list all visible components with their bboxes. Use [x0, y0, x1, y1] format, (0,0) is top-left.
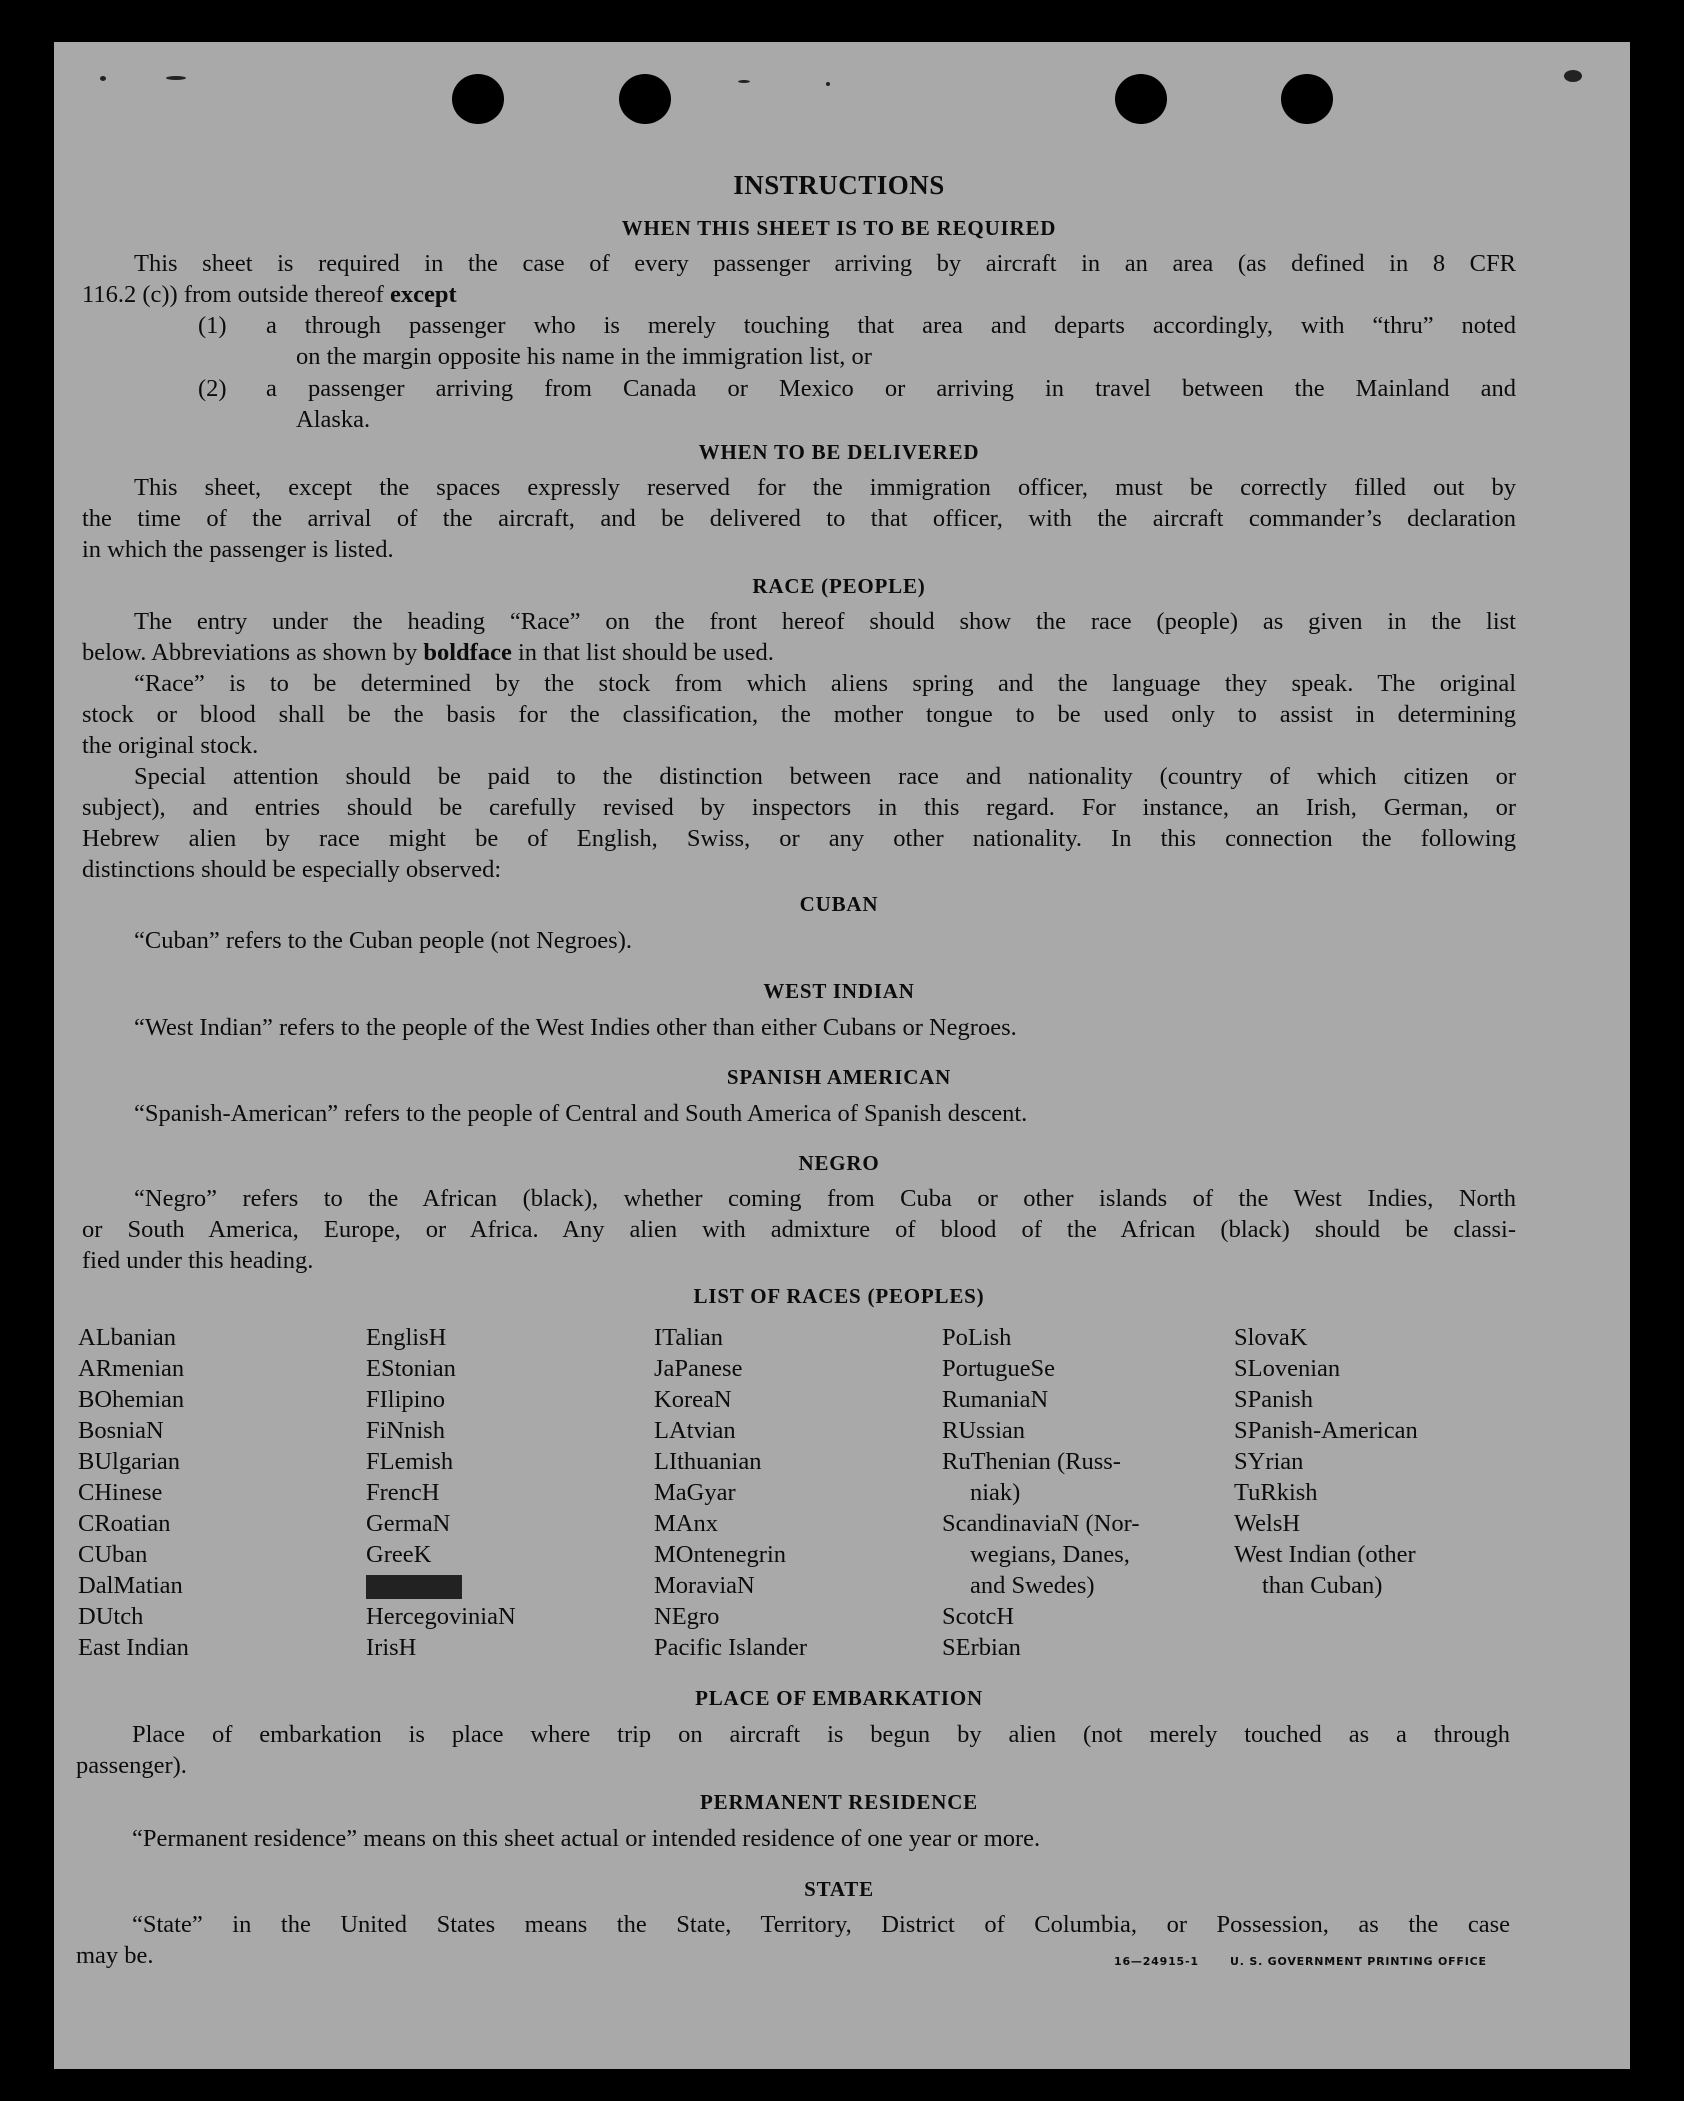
item-2-text	[266, 373, 1516, 435]
text-line: stock or blood shall be the basis for the classification, the mother tongue to be used only to assist in determining	[82, 701, 1516, 728]
race-entry: LAtvian	[654, 1417, 736, 1444]
race-entry: GermaN	[366, 1510, 451, 1537]
text-line: subject), and entries should be carefully revised by inspectors in this regard. For instance, an Irish, German, or	[82, 794, 1516, 821]
except-bold: except	[389, 281, 457, 308]
text-line: 116.2 (c)) from outside thereof	[82, 281, 384, 308]
heading-west-indian: WEST INDIAN	[763, 979, 915, 1003]
para-cuban	[134, 925, 1524, 956]
heading-list-of-races: LIST OF RACES (PEOPLES)	[693, 1284, 985, 1308]
race-entry: PortugueSe	[942, 1355, 1055, 1382]
race-entry: West Indian (other	[1234, 1541, 1416, 1568]
races-column-5	[1234, 1322, 1418, 1601]
race-entry: LIthuanian	[654, 1448, 762, 1475]
race-entry-redacted	[366, 1570, 516, 1601]
race-entry: SErbian	[942, 1634, 1021, 1661]
text-line: below. Abbreviations as shown by	[82, 639, 418, 666]
text-line: the original stock.	[82, 732, 259, 759]
heading-permanent-residence: PERMANENT RESIDENCE	[700, 1790, 978, 1814]
para-when-required	[82, 248, 1516, 310]
races-column-2	[366, 1322, 516, 1663]
para-race-2	[82, 668, 1516, 761]
form-number: 16—24915-1	[1114, 1955, 1199, 1968]
race-entry: JaPanese	[654, 1355, 743, 1382]
printer-credit: U. S. GOVERNMENT PRINTING OFFICE	[1230, 1955, 1487, 1968]
race-entry: MOntenegrin	[654, 1541, 786, 1568]
item-2-number: (2)	[198, 375, 227, 402]
heading-cuban: CUBAN	[799, 892, 879, 916]
race-entry: ALbanian	[78, 1324, 176, 1351]
text-line: distinctions should be especially observed:	[82, 856, 502, 883]
race-entry: MaGyar	[654, 1479, 736, 1506]
heading-embarkation: PLACE OF EMBARKATION	[695, 1686, 983, 1710]
text-line: may be.	[76, 1942, 154, 1969]
page-title: INSTRUCTIONS	[733, 170, 945, 200]
race-entry: ScotcH	[942, 1603, 1015, 1630]
text-line: fied under this heading.	[82, 1247, 314, 1274]
race-entry: PoLish	[942, 1324, 1012, 1351]
race-entry: BUlgarian	[78, 1448, 181, 1475]
para-west-indian	[134, 1012, 1524, 1043]
race-entry: niak)	[970, 1479, 1021, 1506]
para-race-3	[82, 761, 1516, 885]
text-line: The entry under the heading “Race” on the front hereof should show the race (people) as given in the list	[134, 608, 1516, 635]
race-entry: SlovaK	[1234, 1324, 1308, 1351]
heading-spanish-american: SPANISH AMERICAN	[726, 1065, 952, 1089]
race-entry: than Cuban)	[1262, 1572, 1383, 1599]
text-line: This sheet, except the spaces expressly reserved for the immigration officer, must be correctly filled out by	[134, 474, 1516, 501]
race-entry: MAnx	[654, 1510, 718, 1537]
text-line: on the margin opposite his name in the immigration list, or	[296, 343, 872, 370]
text-line: “Permanent residence” means on this sheet actual or intended residence of one year or more.	[132, 1825, 1041, 1852]
races-column-3	[654, 1322, 807, 1663]
race-entry: SYrian	[1234, 1448, 1304, 1475]
race-entry: MoraviaN	[654, 1572, 755, 1599]
item-1-number: (1)	[198, 312, 227, 339]
race-entry: GreeK	[366, 1541, 432, 1568]
heading-when-delivered: WHEN TO BE DELIVERED	[698, 440, 980, 464]
race-entry: DUtch	[78, 1603, 144, 1630]
punch-hole	[452, 74, 504, 124]
instruction-sheet	[54, 42, 1630, 2069]
scan-speck	[1564, 70, 1582, 82]
heading-when-required: WHEN THIS SHEET IS TO BE REQUIRED	[621, 216, 1057, 240]
text-line: Place of embarkation is place where trip on aircraft is begun by alien (not merely touched as a through	[132, 1721, 1510, 1748]
para-spanish-american	[134, 1098, 1524, 1129]
race-entry: ScandinaviaN (Nor-	[942, 1510, 1140, 1537]
race-entry: Pacific Islander	[654, 1634, 808, 1661]
text-line: “Spanish-American” refers to the people of Central and South America of Spanish descent.	[134, 1100, 1028, 1127]
races-column-4	[942, 1322, 1139, 1663]
heading-negro: NEGRO	[798, 1151, 880, 1175]
para-negro	[82, 1183, 1516, 1276]
text-line: Alaska.	[296, 406, 371, 433]
punch-hole	[1115, 74, 1167, 124]
race-entry: HercegoviniaN	[366, 1603, 516, 1630]
scan-speck	[100, 76, 106, 81]
race-entry: ITalian	[654, 1324, 724, 1351]
text-line: or South America, Europe, or Africa. Any alien with admixture of blood of the African (black) should be classi-	[82, 1216, 1516, 1243]
race-entry: DalMatian	[78, 1572, 183, 1599]
race-entry: CRoatian	[78, 1510, 171, 1537]
race-entry: NEgro	[654, 1603, 720, 1630]
text-line: the time of the arrival of the aircraft, and be delivered to that officer, with the aircraft commander’s declaration	[82, 505, 1516, 532]
race-entry: KoreaN	[654, 1386, 732, 1413]
race-entry: FIlipino	[366, 1386, 445, 1413]
heading-state: STATE	[804, 1877, 874, 1901]
race-entry: WelsH	[1234, 1510, 1301, 1537]
scan-speck	[738, 80, 750, 83]
race-entry: RUssian	[942, 1417, 1026, 1444]
para-embarkation	[76, 1719, 1510, 1781]
race-entry: FrencH	[366, 1479, 440, 1506]
race-entry: BOhemian	[78, 1386, 185, 1413]
para-permanent-residence	[132, 1823, 1522, 1854]
text-line: “Negro” refers to the African (black), whether coming from Cuba or other islands of the West Indies, North	[134, 1185, 1516, 1212]
text-line: “Cuban” refers to the Cuban people (not Negroes).	[134, 927, 632, 954]
text-line: This sheet is required in the case of every passenger arriving by aircraft in an area (as defined in 8 CFR	[134, 250, 1516, 277]
races-column-1	[78, 1322, 189, 1663]
text-line: “State” in the United States means the State, Territory, District of Columbia, or Possession, as the case	[132, 1911, 1510, 1938]
race-entry: SPanish-American	[1234, 1417, 1418, 1444]
heading-race: RACE (PEOPLE)	[752, 574, 926, 598]
race-entry: CUban	[78, 1541, 148, 1568]
race-entry: RuThenian (Russ-	[942, 1448, 1121, 1475]
text-line: “Race” is to be determined by the stock from which aliens spring and the language they speak. The original	[134, 670, 1516, 697]
text-line: a passenger arriving from Canada or Mexico or arriving in travel between the Mainland and	[266, 375, 1516, 402]
race-entry: SPanish	[1234, 1386, 1313, 1413]
punch-hole	[619, 74, 671, 124]
para-when-delivered	[82, 472, 1516, 565]
text-line: Hebrew alien by race might be of English, Swiss, or any other nationality. In this connection the following	[82, 825, 1516, 852]
race-entry: TuRkish	[1234, 1479, 1318, 1506]
race-entry: EStonian	[366, 1355, 456, 1382]
text-line: in which the passenger is listed.	[82, 536, 394, 563]
para-race-1	[82, 606, 1516, 668]
race-entry: BosniaN	[78, 1417, 164, 1444]
boldface-word: boldface	[423, 639, 512, 666]
race-entry: CHinese	[78, 1479, 163, 1506]
race-entry: FLemish	[366, 1448, 454, 1475]
punch-hole	[1281, 74, 1333, 124]
race-entry: wegians, Danes,	[970, 1541, 1130, 1568]
text-line: “West Indian” refers to the people of the West Indies other than either Cubans or Negroes.	[134, 1014, 1017, 1041]
race-entry: RumaniaN	[942, 1386, 1049, 1413]
race-entry: ARmenian	[78, 1355, 185, 1382]
item-1-text	[266, 310, 1516, 372]
text-line: in that list should be used.	[517, 639, 774, 666]
text-line: Special attention should be paid to the distinction between race and nationality (country of which citizen or	[134, 763, 1516, 790]
text-line: a through passenger who is merely touching that area and departs accordingly, with “thru” noted	[266, 312, 1516, 339]
race-entry: EnglisH	[366, 1324, 447, 1351]
race-entry: and Swedes)	[970, 1572, 1095, 1599]
text-line: passenger).	[76, 1752, 187, 1779]
redaction-mark	[366, 1575, 462, 1599]
scan-speck	[166, 76, 186, 80]
scan-speck	[826, 82, 830, 86]
race-entry: IrisH	[366, 1634, 417, 1661]
race-entry: SLovenian	[1234, 1355, 1341, 1382]
race-entry: East Indian	[78, 1634, 189, 1661]
race-entry: FiNnish	[366, 1417, 445, 1444]
